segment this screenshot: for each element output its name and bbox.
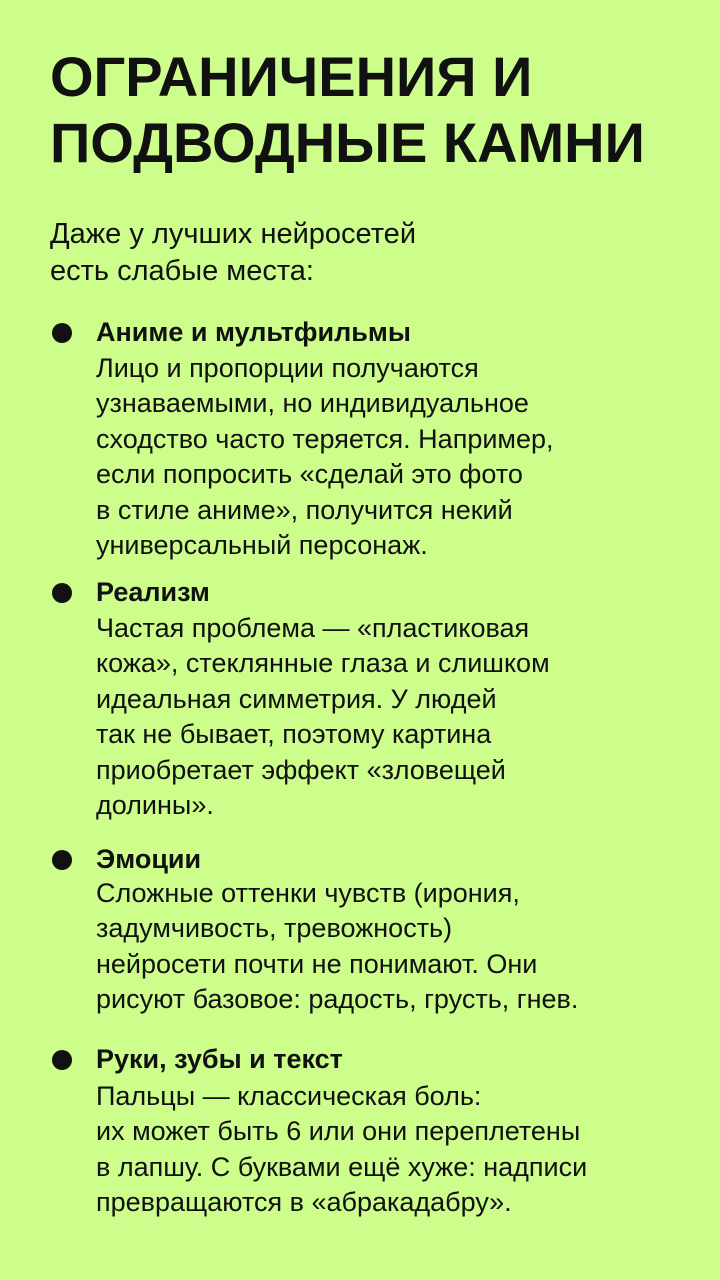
body-line: задумчивость, тревожность) <box>96 913 453 944</box>
title-line: ПОДВОДНЫЕ КАМНИ <box>50 111 645 174</box>
item-title: Руки, зубы и текст <box>96 1044 343 1074</box>
body-line: узнаваемыми, но индивидуальное <box>96 388 529 419</box>
bullet-icon <box>52 850 72 870</box>
body-line: сходство часто теряется. Например, <box>96 423 554 454</box>
body-line: рисуют базовое: радость, грусть, гнев. <box>96 984 579 1015</box>
body-line: Сложные оттенки чувств (ирония, <box>96 878 520 908</box>
item-title: Реализм <box>96 577 210 607</box>
intro-line: Даже у лучших нейросетей <box>50 218 417 250</box>
body-line: если попросить «сделай это фото <box>96 459 523 490</box>
item-title: Аниме и мультфильмы <box>96 317 411 347</box>
bullet-icon <box>52 323 72 343</box>
item-body <box>96 1079 587 1221</box>
body-line: Пальцы — классическая боль: <box>96 1081 482 1111</box>
body-line: в лапшу. С буквами ещё хуже: надписи <box>96 1151 588 1182</box>
bullet-icon <box>52 1050 72 1070</box>
body-line: идеальная симметрия. У людей <box>96 683 497 714</box>
bullet-icon <box>52 583 72 603</box>
body-line: Частая проблема — «пластиковая <box>96 613 530 643</box>
item-body <box>96 611 550 823</box>
body-line: кожа», стеклянные глаза и слишком <box>96 648 550 679</box>
body-line: в стиле аниме», получится некий <box>96 494 513 525</box>
body-line: их может быть 6 или они переплетены <box>96 1116 581 1147</box>
page-title <box>50 44 710 176</box>
body-line: приобретает эффект «зловещей <box>96 754 506 785</box>
intro-line: есть слабые места: <box>50 255 314 287</box>
item-title: Эмоции <box>96 844 202 874</box>
title-line: ОГРАНИЧЕНИЯ И <box>50 45 533 108</box>
body-line: превращаются в «абракадабру». <box>96 1187 512 1218</box>
body-line: так не бывает, поэтому картина <box>96 719 492 750</box>
body-line: нейросети почти не понимают. Они <box>96 948 538 979</box>
body-line: универсальный персонаж. <box>96 530 428 561</box>
item-body <box>96 876 578 1018</box>
body-line: долины». <box>96 790 214 821</box>
body-line: Лицо и пропорции получаются <box>96 353 479 383</box>
item-body <box>96 351 554 563</box>
intro-text <box>50 216 670 290</box>
